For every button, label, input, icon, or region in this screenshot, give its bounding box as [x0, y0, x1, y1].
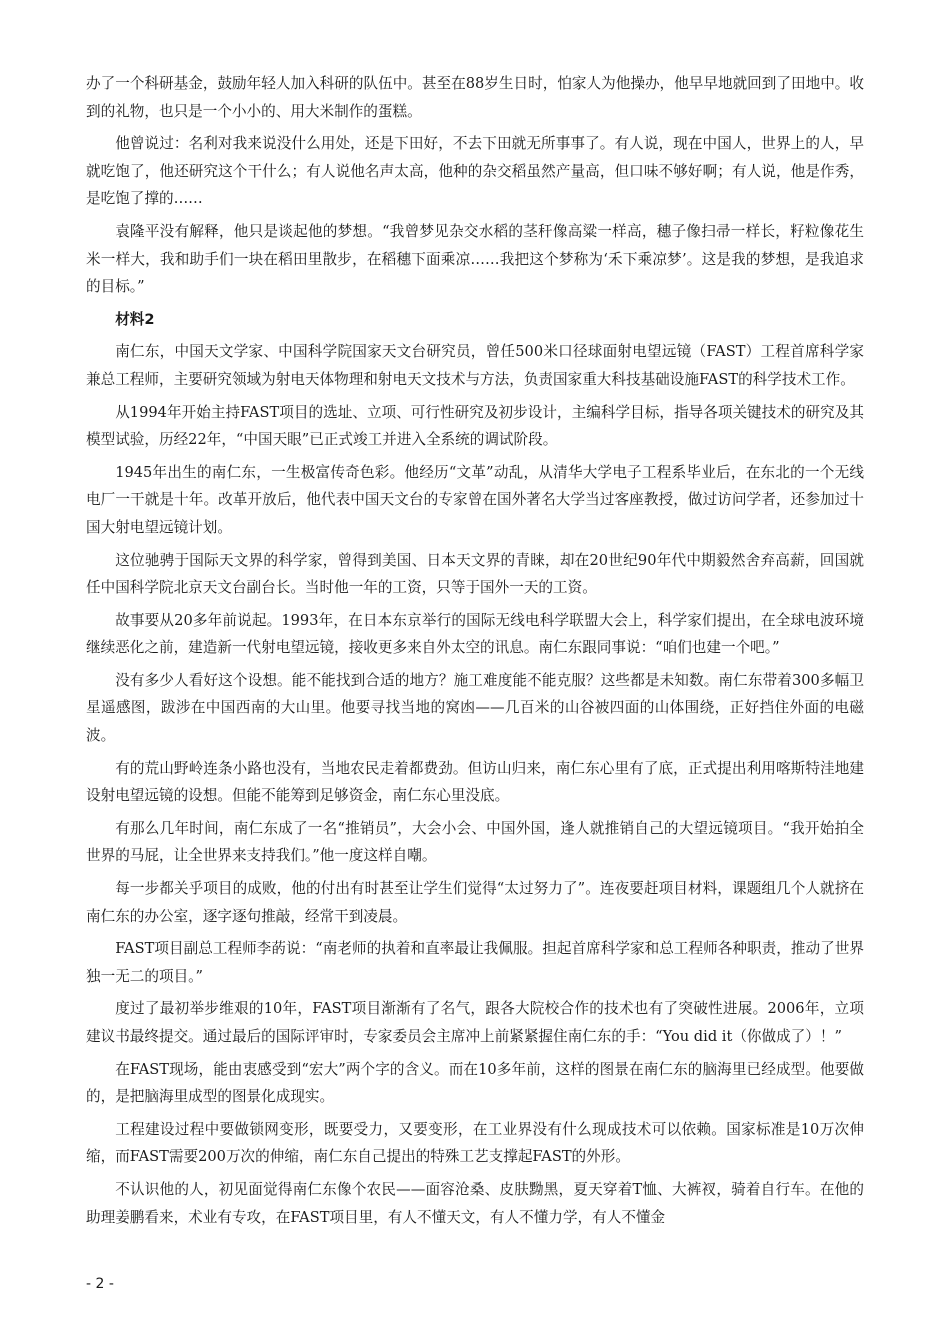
document-body [86, 70, 864, 1236]
paragraph-continuation: 办了一个科研基金，鼓励年轻人加入科研的队伍中。甚至在88岁生日时，怕家人为他操办，他早早地就回到了田地中。收到的礼物，也只是一个小小的、用大米制作的蛋糕。 [86, 75, 864, 120]
paragraph: 有的荒山野岭连条小路也没有，当地农民走着都费劲。但访山归来，南仁东心里有了底，正式提出利用喀斯特洼地建设射电望远镜的设想。但能不能筹到足够资金，南仁东心里没底。 [86, 759, 864, 805]
paragraph: 故事要从20多年前说起。1993年，在日本东京举行的国际无线电科学联盟大会上，科学家们提出，在全球电波环境继续恶化之前，建造新一代射电望远镜，接收更多来自外太空的讯息。南仁东跟同事说：“咱们也建一个吧。” [86, 611, 864, 657]
paragraph: 在FAST现场，能由衷感受到“宏大”两个字的含义。而在10多年前，这样的图景在南仁东的脑海里已经成型。他要做的，是把脑海里成型的图景化成现实。 [86, 1060, 864, 1106]
paragraph: 南仁东，中国天文学家、中国科学院国家天文台研究员，曾任500米口径球面射电望远镜（FAST）工程首席科学家兼总工程师，主要研究领域为射电天体物理和射电天文技术与方法，负责国家重大科技基础设施FAST的科学技术工作。 [86, 343, 864, 388]
paragraph: 这位驰骋于国际天文界的科学家，曾得到美国、日本天文界的青睐，却在20世纪90年代中期毅然舍弃高薪，回国就任中国科学院北京天文台副台长。当时他一年的工资，只等于国外一天的工资。 [86, 551, 864, 597]
section-heading: 材料2 [115, 310, 155, 328]
paragraph: 没有多少人看好这个设想。能不能找到合适的地方？施工难度能不能克服？这些都是未知数。南仁东带着300多幅卫星遥感图，跋涉在中国西南的大山里。他要寻找当地的窝凼——几百米的山谷被四面的山体围绕，正好挡住外面的电磁波。 [86, 671, 864, 745]
paragraph: 有那么几年时间，南仁东成了一名“推销员”，大会小会、中国外国，逢人就推销自己的大望远镜项目。“我开始拍全世界的马屁，让全世界来支持我们。”他一度这样自嘲。 [86, 819, 864, 865]
paragraph: FAST项目副总工程师李菂说：“南老师的执着和直率最让我佩服。担起首席科学家和总工程师各种职责，推动了世界独一无二的项目。” [86, 940, 864, 985]
paragraph: 工程建设过程中要做锁网变形，既要受力，又要变形，在工业界没有什么现成技术可以依赖。国家标准是10万次伸缩，而FAST需要200万次的伸缩，南仁东自己提出的特殊工艺支撑起FAST的外形。 [86, 1120, 864, 1166]
paragraph: 每一步都关乎项目的成败，他的付出有时甚至让学生们觉得“太过努力了”。连夜要赶项目材料，课题组几个人就挤在南仁东的办公室，逐字逐句推敲，经常干到凌晨。 [86, 880, 864, 925]
page-number: - 2 - [86, 1276, 114, 1292]
paragraph: 度过了最初举步维艰的10年，FAST项目渐渐有了名气，跟各大院校合作的技术也有了突破性进展。2006年，立项建议书最终提交。通过最后的国际评审时，专家委员会主席冲上前紧紧握住南仁东的手：“You did it（你做成了）！” [86, 1000, 864, 1045]
paragraph: 1945年出生的南仁东，一生极富传奇色彩。他经历“文革”动乱，从清华大学电子工程系毕业后，在东北的一个无线电厂一干就是十年。改革开放后，他代表中国天文台的专家曾在国外著名大学当过客座教授，做过访问学者，还参加过十国大射电望远镜计划。 [86, 463, 864, 536]
paragraph: 袁隆平没有解释，他只是谈起他的梦想。“我曾梦见杂交水稻的茎秆像高粱一样高，穗子像扫帚一样长，籽粒像花生米一样大，我和助手们一块在稻田里散步，在稻穗下面乘凉……我把这个梦称为‘禾下乘凉梦’。这是我的梦想，是我追求的目标。” [86, 222, 864, 296]
paragraph: 从1994年开始主持FAST项目的选址、立项、可行性研究及初步设计，主编科学目标，指导各项关键技术的研究及其模型试验，历经22年，“中国天眼”已正式竣工并进入全系统的调试阶段。 [86, 403, 864, 449]
paragraph: 不认识他的人，初见面觉得南仁东像个农民——面容沧桑、皮肤黝黑，夏天穿着T恤、大裤衩，骑着自行车。在他的助理姜鹏看来，术业有专攻，在FAST项目里，有人不懂天文，有人不懂力学，有人不懂金 [86, 1180, 864, 1226]
paragraph: 他曾说过：名利对我来说没什么用处，还是下田好，不去下田就无所事事了。有人说，现在中国人，世界上的人，早就吃饱了，他还研究这个干什么；有人说他名声太高，他种的杂交稻虽然产量高，但口味不够好啊；有人说，他是作秀，是吃饱了撑的…… [86, 135, 864, 208]
